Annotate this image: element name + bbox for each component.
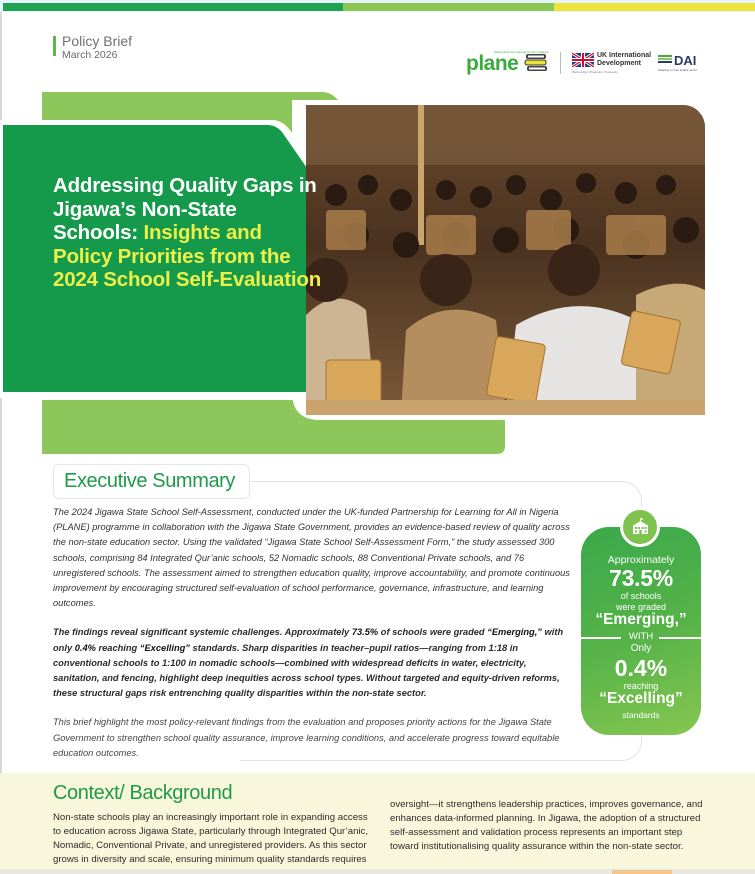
ukid-line1: UK International (597, 52, 652, 59)
exec-summary-paragraph-2 (53, 625, 571, 701)
context-heading: Context/ Background (53, 782, 233, 804)
context-section (0, 773, 755, 874)
text-run: standards. Sharp disparities in teacher–pupil ratios—ranging from 1:18 in conventional schools to 1:100 in nomadic schools—combined with widespread deficits in water, electricity, sanitation, and fencing, highlight deep inequities across school types. Without targeted and equity-driven reforms, these structural gaps risk entrenching quality disparities within the non-state sector. (53, 642, 560, 699)
exec-summary-heading-box (53, 464, 250, 499)
partner-logos (462, 48, 707, 78)
stat-divider-right (659, 637, 701, 639)
key-stat-card (581, 527, 701, 735)
context-column-1: Non-state schools play an increasingly important role in expanding access to education across Jigawa State, particularly through Integrated Qur’anic, Nomadic, Conventional Private, and unregistered providers. As this sector grows in diversity and scale, ensuring minimum quality standards requires (53, 812, 368, 865)
dai-logo (658, 53, 706, 73)
exec-summary-paragraph-1: The 2024 Jigawa State School Self-Assessment, conducted under the UK-funded Partnership for Learning for All in Nigeria (PLANE) programme in collaboration with the Jigawa State Government, provides an evidence-based review of quality across the non-state education sector. Using the validated “Jigawa State School Self-Assessment Form,” the study assessed 300 schools, comprising 84 Integrated Qur’anic schools, 52 Nomadic schools, 88 Conventional Private schools, and 76 unregistered schools. The assessment aimed to strengthen education quality, improve accountability, and promote continuous improvement by encouraging structured self-evaluation of school performance, governance, infrastructure, and learning outcomes. (53, 507, 570, 609)
uk-international-development-logo (572, 51, 652, 75)
text-run: The findings reveal significant systemic challenges. Approximately (53, 627, 352, 638)
accent-bar (53, 36, 56, 56)
dai-tagline: Shaping a more livable world (658, 68, 697, 72)
dai-stripes-icon (658, 55, 672, 65)
stat-emerging: “Emerging,” (595, 611, 687, 628)
stripe-yellow (554, 3, 755, 11)
hero-title-subtitle: Insights and Policy Priorities from the 2024 School Self-Evaluation (53, 221, 322, 291)
stripe-dark-green (3, 3, 343, 11)
emphasis-pct-emerging: 73.5% (351, 627, 379, 638)
stat-pct-excelling: 0.4% (614, 655, 668, 681)
hero-photo (306, 105, 705, 415)
stat-reaching: reaching (623, 681, 659, 691)
context-column-2: oversight—it strengthens leadership practices, improves governance, and enhances data-informed planning. In Jigawa, the adoption of a structured self-assessment and validation process represents an important step toward institutionalising quality assurance within the non-state sector. (390, 799, 703, 852)
stat-excelling: “Excelling” (599, 690, 683, 707)
page-tab-marker (612, 870, 672, 874)
hero-title-main: Addressing Quality Gaps in Jigawa’s Non-State Schools: (53, 174, 317, 244)
plane-tagline: Partnership for Learning for All in Nigeria (494, 50, 549, 54)
brand-stripe (0, 0, 755, 12)
stat-approx: Approximately (607, 554, 675, 566)
school-building-icon (632, 518, 649, 535)
logo-divider (560, 52, 561, 74)
union-jack-flag-icon (572, 53, 594, 67)
plane-logo (466, 48, 548, 76)
stat-were-graded: were graded (615, 602, 667, 612)
emphasis-pct-excelling: 0.4% (74, 642, 96, 653)
stripe-light-green (343, 3, 554, 11)
stat-standards: standards (622, 710, 660, 720)
hero-title (53, 174, 323, 292)
exec-summary-body (53, 505, 571, 775)
document-date: March 2026 (62, 49, 118, 61)
plane-wordmark: plane (466, 52, 519, 75)
text-run: with only (53, 627, 564, 653)
classroom-photo-illustration (306, 105, 705, 415)
stat-with: WITH (628, 631, 654, 642)
books-icon (524, 52, 550, 74)
exec-summary-heading: Executive Summary (64, 470, 236, 492)
document-type: Policy Brief (62, 33, 133, 49)
emphasis-excelling: “Excelling” (139, 642, 190, 653)
dai-wordmark: DAI (674, 53, 697, 68)
stat-of-schools: of schools (620, 591, 662, 601)
exec-summary-paragraph-3: This brief highlight the most policy-relevant findings from the evaluation and proposes priority actions for the Jigawa State Government to strengthen school quality assurance, improve learning conditions, and accelerate progress toward equitable education outcomes. (53, 717, 560, 758)
emphasis-emerging: “Emerging,” (487, 627, 542, 638)
ukid-tagline: Partnership | Progress | Prosperity (572, 70, 618, 74)
stat-pct-emerging: 73.5% (609, 565, 673, 591)
text-run: reaching (95, 642, 140, 653)
ukid-line2: Development (597, 60, 641, 67)
text-run: of schools were graded (378, 627, 488, 638)
stat-only: Only (630, 643, 652, 654)
school-badge (620, 507, 660, 547)
